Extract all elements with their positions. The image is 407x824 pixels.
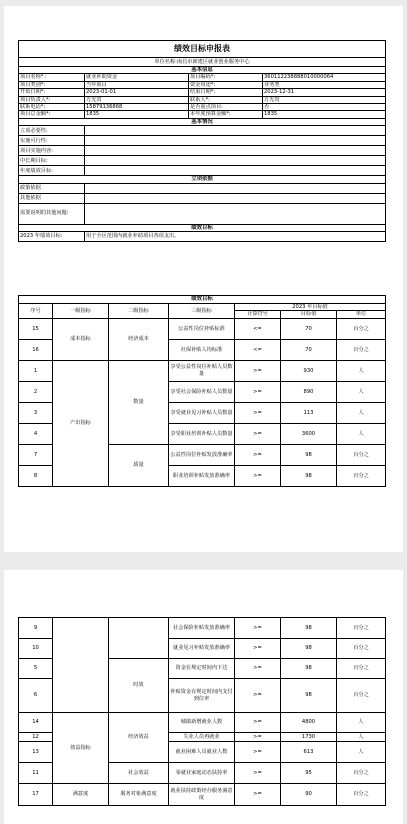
- level2-economic-cost: 经济成本: [109, 318, 169, 360]
- row-unit: 人: [337, 423, 386, 444]
- level2-social-benefit: 社会效益: [109, 763, 169, 784]
- row-unit: 百分之: [337, 659, 386, 679]
- basis-value: [85, 183, 386, 193]
- row-unit: 人: [337, 713, 386, 733]
- basic-status-header: 基本情况: [19, 118, 386, 125]
- row-operator: <=: [235, 339, 281, 360]
- basis-label: 其他依据: [19, 193, 85, 203]
- row-operator: >=: [235, 639, 281, 659]
- row-target-value: 890: [281, 381, 337, 402]
- field-label: 联系电话*:: [19, 104, 85, 111]
- row-level3: 享受职业培训补贴人员数量: [169, 423, 235, 444]
- row-seq: 1: [19, 360, 53, 381]
- status-label: 实施可行性:: [19, 136, 85, 146]
- field-value: 万先贵: [263, 96, 386, 103]
- row-seq: 3: [19, 402, 53, 423]
- row-seq: 11: [19, 763, 53, 784]
- row-seq: 16: [19, 339, 53, 360]
- row-level3: 社保补贴人均标准: [169, 339, 235, 360]
- row-target-value: 113: [281, 402, 337, 423]
- row-target-value: 90: [281, 784, 337, 806]
- row-operator: >=: [235, 360, 281, 381]
- field-label: 项目编码*:: [189, 74, 263, 81]
- row-unit: 人: [337, 733, 386, 742]
- col-operator: 计算符号: [235, 311, 281, 318]
- basis-label: 政策依据: [19, 183, 85, 193]
- row-target-value: 70: [281, 318, 337, 339]
- row-operator: >=: [235, 733, 281, 742]
- row-level3: 补贴资金在规定时间内支付到位率: [169, 679, 235, 713]
- status-value: [85, 146, 386, 156]
- level2-economic-benefit: 经济效益: [109, 713, 169, 763]
- row-level3: 公益性岗位补贴标准: [169, 318, 235, 339]
- field-value: 否: [263, 104, 386, 111]
- row-seq: 13: [19, 742, 53, 763]
- row-unit: 人: [337, 742, 386, 763]
- field-label: 资金用途*:: [189, 81, 263, 88]
- row-seq: 4: [19, 423, 53, 444]
- status-value: [85, 126, 386, 136]
- row-unit: 百分之: [337, 784, 386, 806]
- row-operator: >=: [235, 679, 281, 713]
- level1-satisfaction: 满意度: [53, 784, 109, 806]
- col-level3: 三级指标: [169, 304, 235, 319]
- level2-timeliness: 时效: [109, 659, 169, 713]
- row-target-value: 98: [281, 639, 337, 659]
- row-seq: 6: [19, 679, 53, 713]
- row-level3: 城镇新增就业人数: [169, 713, 235, 733]
- row-unit: 百分之: [337, 318, 386, 339]
- row-target-value: 98: [281, 618, 337, 639]
- document-page-2: [4, 570, 403, 824]
- field-label: 项目名称* :: [19, 74, 85, 81]
- col-level2: 二级指标: [109, 304, 169, 319]
- status-label: 立项必要性:: [19, 126, 85, 136]
- row-seq: 10: [19, 639, 53, 659]
- row-target-value: 1730: [281, 733, 337, 742]
- row-target-value: 98: [281, 679, 337, 713]
- row-operator: >=: [235, 618, 281, 639]
- field-value: 15879136868: [85, 104, 189, 111]
- indicator-table-page2: [18, 617, 386, 806]
- row-seq: 5: [19, 659, 53, 679]
- row-level3: 就业扶持政策经办服务满意度: [169, 784, 235, 806]
- row-seq: 14: [19, 713, 53, 733]
- row-unit: 百分之: [337, 465, 386, 486]
- status-label: 中长期目标:: [19, 156, 85, 166]
- row-operator: >=: [235, 402, 281, 423]
- level2-quality-cont: [109, 618, 169, 659]
- col-target-group: 2023 年目标值: [235, 304, 386, 311]
- row-target-value: 4800: [281, 713, 337, 733]
- row-unit: 百分之: [337, 444, 386, 465]
- row-level3: 零就业家庭动态扶持率: [169, 763, 235, 784]
- row-level3: 公益性岗位补贴发放准确率: [169, 444, 235, 465]
- row-unit: 百分之: [337, 639, 386, 659]
- row-seq: 15: [19, 318, 53, 339]
- row-target-value: 930: [281, 360, 337, 381]
- level2-service-satisfaction: 服务对象满意度: [109, 784, 169, 806]
- row-operator: >=: [235, 742, 281, 763]
- status-value: [85, 166, 386, 176]
- level1-output-cont: [53, 618, 109, 713]
- status-value: [85, 156, 386, 166]
- row-unit: 百分之: [337, 679, 386, 713]
- unit-name-row: [19, 58, 386, 67]
- col-unit: 单位: [337, 311, 386, 318]
- field-label: 项目负责人*:: [19, 96, 85, 103]
- basis-value: [85, 193, 386, 203]
- row-seq: 17: [19, 784, 53, 806]
- row-seq: 12: [19, 733, 53, 742]
- level2-quantity: 数量: [109, 360, 169, 444]
- field-value: 业务类: [263, 81, 386, 88]
- field-value: 2023-01-01: [85, 89, 189, 96]
- row-target-value: 95: [281, 763, 337, 784]
- field-value: 360112238888010000064: [263, 74, 386, 81]
- row-target-value: 98: [281, 659, 337, 679]
- row-unit: 人: [337, 402, 386, 423]
- level2-quality: 质量: [109, 444, 169, 486]
- row-operator: >=: [235, 444, 281, 465]
- row-level3: 资金在规定时间内下达: [169, 659, 235, 679]
- level1-output: 产出指标: [53, 360, 109, 486]
- row-level3: 享受公益性岗位补贴人员数量: [169, 360, 235, 381]
- row-target-value: 3600: [281, 423, 337, 444]
- row-operator: >=: [235, 713, 281, 733]
- indicator-table-page1: [18, 295, 386, 487]
- field-label: 项目总金额*:: [19, 111, 85, 118]
- row-seq: 7: [19, 444, 53, 465]
- basis-value: [85, 203, 386, 224]
- row-operator: <=: [235, 318, 281, 339]
- row-seq: 9: [19, 618, 53, 639]
- row-seq: 8: [19, 465, 53, 486]
- row-level3: 就业见习补贴发放准确率: [169, 639, 235, 659]
- row-operator: >=: [235, 465, 281, 486]
- annual-goal-value: 用于全区范围内就业补助项目各项支出。: [85, 232, 386, 242]
- basis-label: 需要说明的其他问题:: [19, 203, 85, 224]
- row-level3: 就业困难人员就业人数: [169, 742, 235, 763]
- row-level3: 享受就业见习补贴人员数量: [169, 402, 235, 423]
- field-value: 2023-12-31: [263, 89, 386, 96]
- form-title: 绩效目标申报表: [19, 41, 386, 58]
- row-level3: 社会保险补贴发放准确率: [169, 618, 235, 639]
- level1-cost: 成本指标: [53, 318, 109, 360]
- row-target-value: 98: [281, 444, 337, 465]
- row-unit: 百分之: [337, 339, 386, 360]
- field-value: 万先贵: [85, 96, 189, 103]
- indicator-header: 绩效目标: [19, 296, 386, 304]
- row-unit: 人: [337, 381, 386, 402]
- field-label: 本年度预算金额*:: [189, 111, 263, 118]
- row-target-value: 70: [281, 339, 337, 360]
- field-value: 1835: [263, 111, 386, 118]
- row-level3: 享受社会保险补贴人员数量: [169, 381, 235, 402]
- row-operator: >=: [235, 423, 281, 444]
- col-target-value: 目标值: [281, 311, 337, 318]
- row-unit: 百分之: [337, 763, 386, 784]
- performance-goal-form: [18, 40, 386, 242]
- document-page-1: [4, 6, 403, 552]
- row-seq: 2: [19, 381, 53, 402]
- row-unit: 人: [337, 360, 386, 381]
- status-value: [85, 136, 386, 146]
- row-operator: >=: [235, 659, 281, 679]
- row-level3: 职业培训补贴发放准确率: [169, 465, 235, 486]
- row-target-value: 613: [281, 742, 337, 763]
- field-label: 是否重点项目:: [189, 104, 263, 111]
- field-label: 结束日期*:: [189, 89, 263, 96]
- status-label: 年度绩效目标:: [19, 166, 85, 176]
- basic-info-header: 基本信息: [19, 67, 386, 74]
- row-level3: 失业人员再就业: [169, 733, 235, 742]
- level1-benefit: 效益指标: [53, 713, 109, 784]
- row-operator: >=: [235, 763, 281, 784]
- field-value: 1835: [85, 111, 189, 118]
- row-operator: >=: [235, 381, 281, 402]
- col-level1: 一级指标: [53, 304, 109, 319]
- field-label: 开始日期*:: [19, 89, 85, 96]
- field-value: 当年项目: [85, 81, 189, 88]
- field-label: 项目类别*:: [19, 81, 85, 88]
- unit-name-label: 单位名称:: [154, 58, 177, 65]
- row-unit: 百分之: [337, 618, 386, 639]
- field-label: 联系人*:: [189, 96, 263, 103]
- field-value: 就业补助资金: [85, 74, 189, 81]
- perf-goal-header: 绩效目标: [19, 224, 386, 231]
- annual-goal-label: 2023 年绩效目标:: [19, 232, 85, 242]
- status-label: 项目实施内容:: [19, 146, 85, 156]
- col-seq: 序号: [19, 304, 53, 319]
- row-operator: >=: [235, 784, 281, 806]
- basis-header: 立项依据: [19, 176, 386, 183]
- row-target-value: 98: [281, 465, 337, 486]
- unit-name-value: 南昌市新建区就业创业服务中心: [176, 58, 250, 65]
